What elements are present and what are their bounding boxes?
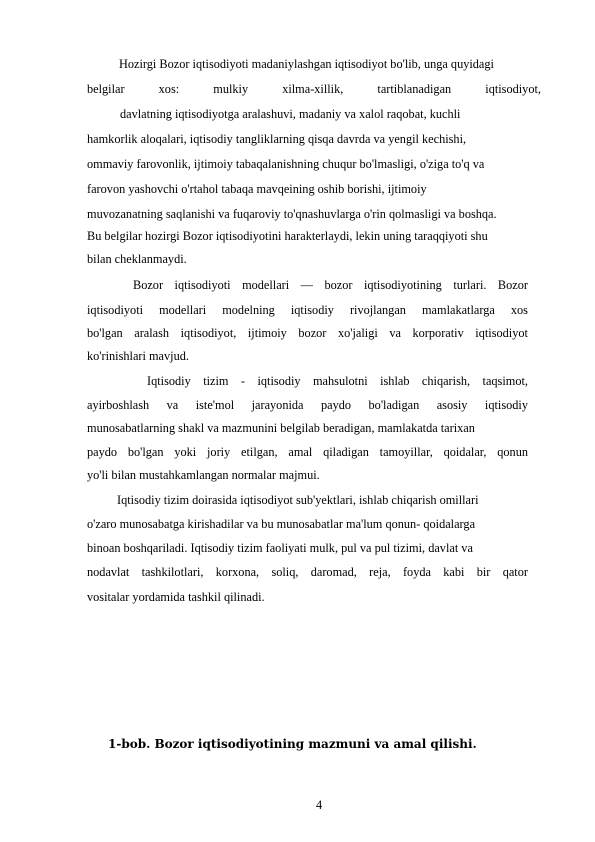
text-line: binoan boshqariladi. Iqtisodiy tizim faoliyati mulk, pul va pul tizimi, davlat va xyxy=(87,541,473,555)
text-line: Iqtisodiy tizim doirasida iqtisodiyot sub'yektlari, ishlab chiqarish omillari xyxy=(117,493,479,507)
word: bo'ladigan xyxy=(368,398,420,412)
word: qator xyxy=(502,565,528,579)
text-line: Bu belgilar hozirgi Bozor iqtisodiyotini harakterlaydi, lekin uning taraqqiyoti shu xyxy=(87,229,488,243)
text-line xyxy=(87,326,528,341)
text-line xyxy=(87,565,528,580)
word: turlari. xyxy=(453,278,487,292)
word: iste'mol xyxy=(195,398,235,412)
word: - xyxy=(240,374,246,388)
word: qoidalar, xyxy=(443,445,487,459)
text-line: bilan cheklanmaydi. xyxy=(87,252,187,266)
text-line xyxy=(87,445,528,460)
word: iqtisodiyot xyxy=(475,326,528,340)
word: va xyxy=(389,326,401,340)
word: mulkiy xyxy=(213,82,249,96)
word: ayirboshlash xyxy=(87,398,150,412)
word: paydo xyxy=(87,445,118,459)
word: joriy xyxy=(207,445,231,459)
word: va xyxy=(166,398,179,412)
word: belgilar xyxy=(87,82,125,96)
word: qiladigan xyxy=(323,445,369,459)
word: etilgan, xyxy=(241,445,278,459)
word: Iqtisodiy xyxy=(147,374,191,388)
word: xos: xyxy=(158,82,180,96)
word: paydo xyxy=(320,398,352,412)
text-line: muvozanatning saqlanishi va fuqaroviy to'qnashuvlarga o'rin qolmasligi va boshqa. xyxy=(87,207,497,221)
chapter-heading: 1-bob. Bozor iqtisodiyotining mazmuni va amal qilishi. xyxy=(108,737,477,751)
text-line: davlatning iqtisodiyotga aralashuvi, madaniy va xalol raqobat, kuchli xyxy=(120,107,461,121)
word: mamlakatlarga xyxy=(421,303,495,317)
word: soliq, xyxy=(271,565,299,579)
word: amal xyxy=(288,445,313,459)
word: taqsimot, xyxy=(482,374,528,388)
word: — xyxy=(300,278,313,292)
word: iqtisodiyoti xyxy=(87,303,144,317)
word: modelning xyxy=(222,303,275,317)
word: xilma-xillik, xyxy=(282,82,344,96)
word: tartiblanadigan xyxy=(377,82,452,96)
word: korxona, xyxy=(215,565,260,579)
word: chiqarish, xyxy=(421,374,471,388)
word: Bozor xyxy=(133,278,164,292)
text-line: vositalar yordamida tashkil qilinadi. xyxy=(87,590,265,604)
word: jarayonida xyxy=(251,398,304,412)
word: foyda xyxy=(402,565,431,579)
text-line: ommaviy farovonlik, ijtimoiy tabaqalanishning chuqur bo'lmasligi, o'ziga to'q va xyxy=(87,157,485,171)
text-line: munosabatlarning shakl va mazmunini belgilab beradigan, mamlakatda tarixan xyxy=(87,421,475,435)
word: yoki xyxy=(174,445,197,459)
text-line: ko'rinishlari mavjud. xyxy=(87,349,189,363)
word: korporativ xyxy=(412,326,464,340)
word: tamoyillar, xyxy=(379,445,433,459)
word: iqtisodiyotining xyxy=(363,278,442,292)
word: mahsulotni xyxy=(312,374,368,388)
text-line: farovon yashovchi o'rtahol tabaqa mavqeining oshib borishi, ijtimoiy xyxy=(87,182,427,196)
word: kabi xyxy=(443,565,465,579)
text-line xyxy=(133,278,528,293)
text-line xyxy=(147,374,528,389)
word: asosiy xyxy=(436,398,468,412)
word: xos xyxy=(510,303,528,317)
text-line xyxy=(87,398,528,413)
word: iqtisodiyot, xyxy=(180,326,237,340)
word: bozor xyxy=(298,326,327,340)
text-line xyxy=(87,303,528,318)
text-line: Hozirgi Bozor iqtisodiyoti madaniylashgan iqtisodiyot bo'lib, unga quyidagi xyxy=(119,57,494,71)
word: ishlab xyxy=(380,374,410,388)
text-line xyxy=(87,82,541,97)
word: Bozor xyxy=(497,278,528,292)
text-line: yo'li bilan mustahkamlangan normalar majmui. xyxy=(87,468,320,482)
word: iqtisodiyoti xyxy=(174,278,231,292)
word: modellari xyxy=(159,303,207,317)
word: qonun xyxy=(497,445,528,459)
word: nodavlat xyxy=(87,565,130,579)
word: ijtimoiy xyxy=(247,326,287,340)
word: modellari xyxy=(242,278,290,292)
word: reja, xyxy=(369,565,391,579)
word: iqtisodiyot, xyxy=(485,82,541,96)
text-line: o'zaro munosabatga kirishadilar va bu munosabatlar ma'lum qonun- qoidalarga xyxy=(87,517,476,531)
word: tashkilotlari, xyxy=(141,565,204,579)
word: bozor xyxy=(324,278,353,292)
word: bo'lgan xyxy=(127,445,164,459)
word: xo'jaligi xyxy=(337,326,378,340)
word: daromad, xyxy=(310,565,357,579)
page-number: 4 xyxy=(316,798,323,812)
word: bir xyxy=(476,565,491,579)
word: iqtisodiy xyxy=(290,303,334,317)
word: tizim xyxy=(203,374,229,388)
word: rivojlangan xyxy=(349,303,406,317)
word: bo'lgan xyxy=(87,326,123,340)
word: iqtisodiy xyxy=(484,398,528,412)
word: iqtisodiy xyxy=(257,374,301,388)
text-line: hamkorlik aloqalari, iqtisodiy tangliklarning qisqa davrda va yengil kechishi, xyxy=(87,132,467,146)
word: aralash xyxy=(134,326,170,340)
